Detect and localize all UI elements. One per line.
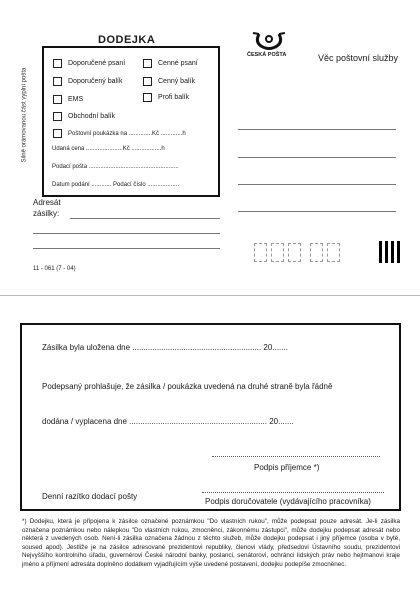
service-label: Cenný balík (158, 78, 195, 85)
delivered-field[interactable]: dodána / vyplacena dne .............................................................. 20....... (42, 417, 294, 426)
barcode-mark (385, 241, 388, 263)
recipient-signature-line[interactable] (212, 456, 380, 457)
deposited-field[interactable]: Zásilka byla uložena dne .......................................................... 20....... (42, 343, 288, 352)
checkbox-postal-order[interactable] (53, 129, 62, 138)
declared-value-field[interactable]: Udaná cena ......................Kč ..................h (52, 146, 165, 152)
checkbox-valuable-parcel[interactable] (143, 77, 152, 86)
posting-date-field[interactable]: Datum podání ............ Podací číslo ................... (52, 182, 180, 188)
logo-text: ČESKÁ POŠTA (247, 52, 287, 58)
courier-signature-line[interactable] (202, 492, 384, 493)
footnote: *) Dodejku, která je připojena k zásilce označené poznámkou "Do vlastních rukou", může podepsat pouze adresát. Je-li zásilka označena poznámkou nebo nálepkou "Do vlastních rukou, zmocněnci, zákonnému zástupci", může dodejku podepsat adresát nebo některá z uvedených osob. Není-li zásilka označena žádnou z těchto služeb, může dodejku podepsat i jiný příjemce (osoba v bytě, soused apod). Jestliže je na zásilce adresované prezidentovi republiky, členovi vlády, předsedovi Ústavního soudu, prezidentovi Nejvyššího kontrolního úřadu, guvernérovi České národní banky, poslanci, senátorovi, ochránci lidských práv nebo hejtmanovi kraje jméno a příjmení adresáta doplněno dodatkem vyjadřujícím výše uvedené postavení, dodejku podepíše zmocněnec. (22, 518, 400, 568)
date-stamp-label: Denní razítko dodací pošty (42, 492, 138, 501)
recipient-address-line[interactable] (238, 129, 396, 130)
postcode-box[interactable] (254, 243, 267, 262)
top-card (0, 0, 420, 285)
recipient-address-line[interactable] (238, 184, 396, 185)
address-line[interactable] (33, 233, 220, 234)
postcode-box[interactable] (288, 243, 301, 262)
form-title: DODEJKA (95, 34, 158, 46)
service-label: Doporučené psaní (68, 60, 126, 67)
postal-order-field[interactable]: Poštovní poukázka na ..............Kč .............h (68, 131, 186, 137)
checkbox-profi-parcel[interactable] (143, 93, 152, 102)
fold-line (0, 295, 420, 296)
service-label: Doporučený balík (68, 78, 123, 85)
addressee-header: Věc poštovní služby (318, 53, 399, 63)
posthorn-icon (247, 30, 307, 54)
service-label: Profi balík (158, 94, 190, 101)
checkbox-registered-parcel[interactable] (53, 77, 62, 86)
postcode-box[interactable] (271, 243, 284, 262)
postcode-box[interactable] (327, 243, 340, 262)
service-label: Cenné psaní (158, 60, 198, 67)
checkbox-commercial-parcel[interactable] (53, 112, 62, 121)
form-code: 11 - 061 (7 - 04) (33, 266, 76, 272)
addressee-label: zásilky: (33, 209, 60, 218)
address-line[interactable] (33, 248, 220, 249)
checkbox-ems[interactable] (53, 95, 62, 104)
barcode-mark (391, 241, 394, 263)
recipient-address-line[interactable] (238, 211, 396, 212)
recipient-address-line[interactable] (238, 157, 396, 158)
service-label: Obchodní balík (68, 113, 116, 120)
post-office-field[interactable]: Podací pošta ...................................................... (52, 164, 179, 170)
barcode-mark (397, 241, 400, 263)
courier-signature-label: Podpis doručovatele (vydávajícího pracovníka) (205, 497, 371, 506)
service-label: EMS (68, 96, 84, 103)
ceska-posta-logo (247, 30, 307, 62)
postcode-box[interactable] (310, 243, 323, 262)
declaration-text: Podepsaný prohlašuje, že zásilka / poukázka uvedená na druhé straně byla řádně (42, 382, 333, 391)
checkbox-registered-letter[interactable] (53, 59, 62, 68)
recipient-signature-label: Podpis příjemce *) (254, 463, 320, 472)
checkbox-valuable-letter[interactable] (143, 59, 152, 68)
barcode-mark (379, 241, 382, 263)
address-line[interactable] (70, 218, 220, 219)
side-note: Silně orámovanou část vyplní pošta (21, 67, 28, 163)
post-office-frame (42, 46, 220, 197)
addressee-label: Adresát (33, 198, 61, 207)
